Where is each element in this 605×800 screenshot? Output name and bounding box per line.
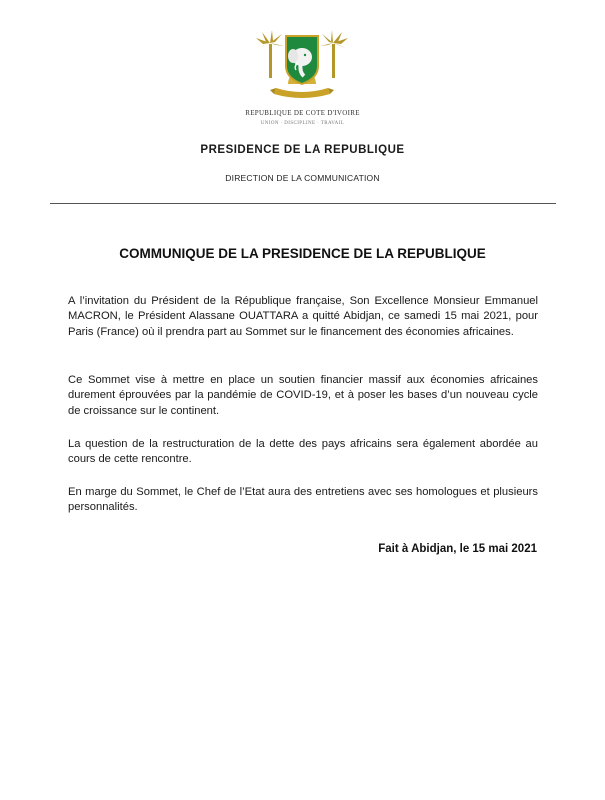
paragraph-4: En marge du Sommet, le Chef de l’Etat aura des entretiens avec ses homologues et plusieurs personnalités. <box>68 486 538 514</box>
signoff-date-place: Fait à Abidjan, le 15 mai 2021 <box>378 543 537 555</box>
presidency-heading: PRESIDENCE DE LA REPUBLIQUE <box>200 144 405 156</box>
cote-divoire-coat-of-arms-icon <box>252 24 352 106</box>
paragraph-2: Ce Sommet vise à mettre en place un soutien financier massif aux économies africaines durement éprouvées par la pandémie de COVID-19, et à poser les bases d’un nouveau cycle de croissance sur le continent. <box>68 374 538 417</box>
country-name: REPUBLIQUE DE COTE D'IVOIRE <box>245 109 360 117</box>
communique-title: COMMUNIQUE DE LA PRESIDENCE DE LA REPUBLIQUE <box>119 246 486 261</box>
direction-subheading: DIRECTION DE LA COMMUNICATION <box>225 173 380 183</box>
header-divider <box>50 203 556 204</box>
national-motto: UNION · DISCIPLINE · TRAVAIL <box>260 121 345 126</box>
paragraph-3: La question de la restructuration de la dette des pays africains sera également abordée au cours de cette rencontre. <box>68 438 538 466</box>
paragraph-1: A l’invitation du Président de la République française, Son Excellence Monsieur Emmanuel MACRON, le Président Alassane OUATTARA a quitté Abidjan, ce samedi 15 mai 2021, pour Paris (France) où il prendra part au Sommet sur le financement des économies africaines. <box>68 295 538 338</box>
